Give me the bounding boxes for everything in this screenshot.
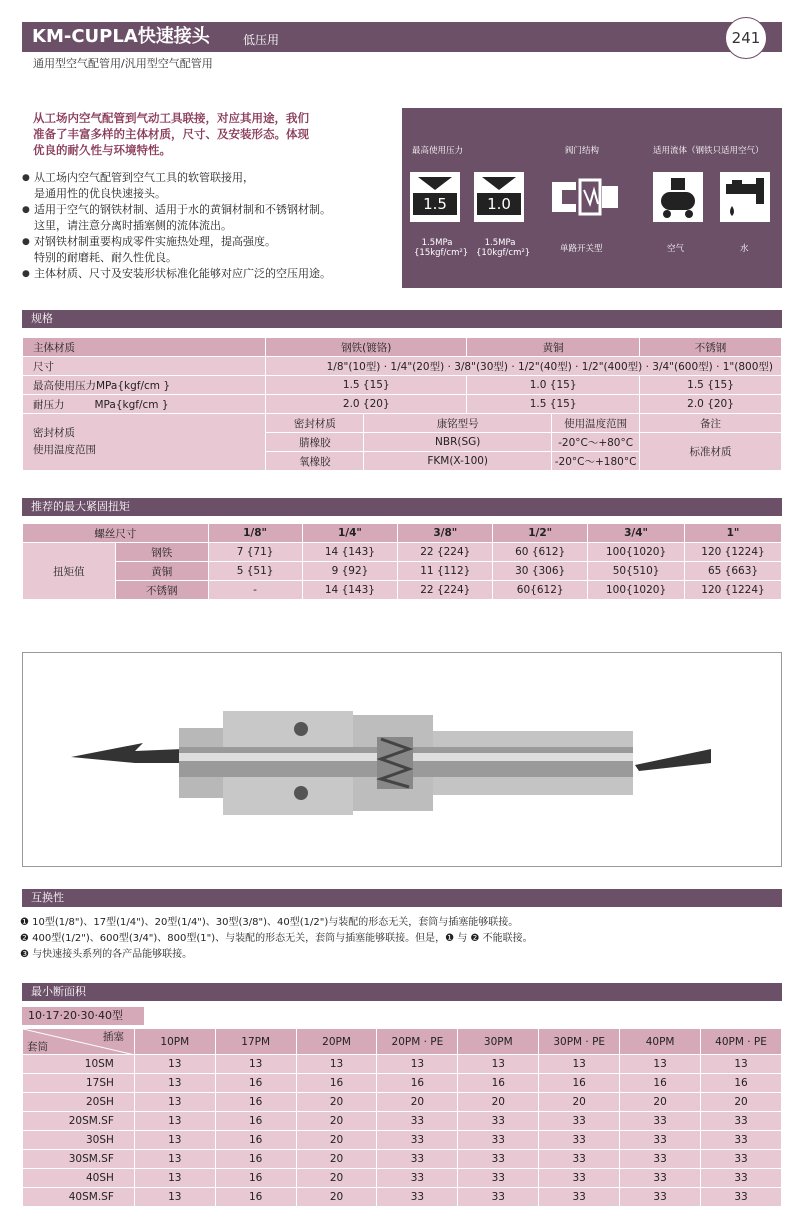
area-cell: 33 [458,1112,539,1131]
area-cell: 33 [458,1188,539,1207]
size-header: 1/2" [493,524,588,543]
column-header: 40PM · PE [701,1029,782,1055]
area-cell: 16 [377,1074,458,1093]
area-cell: 33 [377,1150,458,1169]
material-cell: 黄铜 [467,338,640,357]
corner-top: 插塞 [102,1031,124,1043]
area-cell: 20 [539,1093,620,1112]
note-line: ❷ 400型(1/2")、600型(3/4")、800型(1")、与装配的形态无关，套筒与插塞能够联接。但是，❶ 与 ❷ 不能联接。 [20,933,533,944]
row-label: 40SH [23,1169,135,1188]
torque-cell: 120 {1224} [685,581,782,600]
torque-cell: 5 {51} [208,562,302,581]
size-cell: 1/8"(10型) · 1/4"(20型) · 3/8"(30型) · 1/2"(40型) · 1/2"(400型) · 3/4"(600型) · 1"(800型) [266,357,782,376]
area-cell: 16 [215,1150,296,1169]
area-cell: 20 [296,1150,377,1169]
torque-section-bar [22,498,782,516]
row-label: 尺寸 [23,357,266,376]
bullet-item [22,202,382,234]
table-row [23,581,782,600]
page-subtitle: 低压用 [243,33,280,47]
gauge-caption [476,238,531,258]
spec-section-bar [22,310,782,328]
table-row [23,376,782,395]
series-tag: 10·17·20·30·40型 [22,1007,144,1025]
area-cell: 20 [296,1112,377,1131]
valve-caption: 单路开关型 [560,244,603,254]
value-cell: 1.0 {15} [467,376,640,395]
bullet-item [22,234,382,266]
material-label: 不锈钢 [115,581,208,600]
seal-cell: NBR(SG) [364,433,552,452]
row-label-line: 使用温度范围 [33,444,96,456]
intro-lead [33,110,363,158]
table-row [23,357,782,376]
area-cell: 33 [377,1131,458,1150]
size-header: 1/4" [302,524,398,543]
section-title: 最小断面积 [31,985,86,998]
area-cell: 20 [701,1093,782,1112]
value-cell: 2.0 {20} [640,395,782,414]
torque-cell: 14 {143} [302,581,398,600]
corner-cell [23,1029,135,1055]
seal-cell: FKM(X-100) [364,452,552,471]
intro-line: 准备了丰富多样的主体材质，尺寸、及安装形态。体现 [33,127,309,141]
area-cell: 13 [134,1188,215,1207]
bullet-line: ● 主体材质、尺寸及安装形状标准化能够对应广泛的空压用途。 [34,267,331,280]
feature-bullets [22,170,382,282]
table-row [23,1169,782,1188]
seal-header: 备注 [640,414,782,433]
page-number: 241 [725,17,767,59]
column-header: 30PM · PE [539,1029,620,1055]
area-cell: 13 [458,1055,539,1074]
area-cell: 16 [458,1074,539,1093]
torque-cell: 100{1020} [588,543,685,562]
gauge-value: 1.5 [413,193,457,215]
area-cell: 16 [215,1074,296,1093]
torque-cell: 65 {663} [685,562,782,581]
area-cell: 33 [458,1169,539,1188]
torque-cell: 60{612} [493,581,588,600]
torque-cell: 14 {143} [302,543,398,562]
torque-cell: 50{510} [588,562,685,581]
torque-cell: 60 {612} [493,543,588,562]
row-label-line: 密封材质 [33,427,75,439]
air-caption: 空气 [667,244,685,254]
size-header: 1/8" [208,524,302,543]
coupler-illustration [23,653,781,866]
value-cell: 1.5 {15} [266,376,467,395]
torque-cell: - [208,581,302,600]
area-cell: 16 [215,1169,296,1188]
area-cell: 20 [296,1131,377,1150]
column-header: 20PM [296,1029,377,1055]
table-row [23,562,782,581]
seal-cell: -20°C～+180°C [552,452,640,471]
material-cell: 钢铁(镀铬) [266,338,467,357]
section-title: 互换性 [31,891,64,904]
area-cell: 13 [134,1169,215,1188]
section-title: 规格 [31,312,53,325]
torque-cell: 100{1020} [588,581,685,600]
table-row [23,1074,782,1093]
section-title: 推荐的最大紧固扭矩 [31,500,130,513]
material-label: 钢铁 [115,543,208,562]
gauge-caption [414,238,469,258]
row-label [23,414,266,471]
area-cell: 13 [701,1055,782,1074]
pressure-gauge-icon [410,172,460,222]
area-cell: 20 [296,1188,377,1207]
column-header: 17PM [215,1029,296,1055]
area-cell: 33 [701,1169,782,1188]
area-cell: 13 [134,1150,215,1169]
torque-cell: 7 {71} [208,543,302,562]
column-header: 10PM [134,1029,215,1055]
bullet-line: ● 从工场内空气配管到空气工具的软管联接用， [34,171,254,184]
size-header: 3/4" [588,524,685,543]
bullet-line: ● 适用于空气的钢铁材制、适用于水的黄铜材制和不锈钢材制。 [34,203,331,216]
material-cell: 不锈钢 [640,338,782,357]
corner-bottom: 套筒 [27,1041,48,1053]
table-row [23,338,782,357]
area-cell: 16 [296,1074,377,1093]
size-header: 3/8" [398,524,493,543]
table-row [23,1093,782,1112]
area-cell: 20 [296,1093,377,1112]
table-row [23,1150,782,1169]
area-cell: 13 [296,1055,377,1074]
bullet-item [22,170,382,202]
area-cell: 13 [134,1093,215,1112]
area-cell: 13 [134,1074,215,1093]
area-cell: 33 [539,1112,620,1131]
fluid-label: 适用流体（钢铁只适用空气） [653,146,764,156]
area-cell: 20 [377,1093,458,1112]
group-label: 扭矩值 [23,543,116,600]
area-cell: 13 [539,1055,620,1074]
area-cell: 33 [701,1112,782,1131]
material-label: 黄铜 [115,562,208,581]
air-compressor-icon [653,172,703,222]
gauge-value: 1.0 [477,193,521,215]
area-cell: 16 [215,1112,296,1131]
page-title: KM-CUPLA快速接头 [32,26,210,47]
bullet-line: 特别的耐磨耗、耐久性优良。 [34,251,177,264]
bullet-line: ● 对钢铁材制重要构成零件实施热处理，提高强度。 [34,235,276,248]
table-row [23,1188,782,1207]
valve-icon [548,172,622,222]
torque-cell: 22 {224} [398,581,493,600]
area-cell: 13 [134,1112,215,1131]
table-row [23,1112,782,1131]
area-section-bar [22,983,782,1001]
seal-note: 标准材质 [640,433,782,471]
caption-line: {15kgf/cm²} [414,248,469,258]
row-label: 30SH [23,1131,135,1150]
bullet-line: 这里，请注意分离时插塞侧的流体流出。 [34,219,232,232]
area-cell: 13 [215,1055,296,1074]
area-cell: 16 [620,1074,701,1093]
seal-cell: 腈橡胶 [266,433,364,452]
water-tap-icon [720,172,770,222]
row-label: 最高使用压力MPa{kgf/cm } [23,376,266,395]
area-cell: 33 [539,1150,620,1169]
torque-cell: 22 {224} [398,543,493,562]
area-cell: 16 [701,1074,782,1093]
spec-table [22,337,782,471]
table-row [23,395,782,414]
interchange-notes [20,915,533,963]
area-cell: 20 [620,1093,701,1112]
pressure-gauge-icon [474,172,524,222]
table-row [23,1131,782,1150]
table-row [23,1029,782,1055]
area-cell: 33 [458,1131,539,1150]
area-cell: 33 [701,1188,782,1207]
area-cell: 33 [539,1131,620,1150]
table-row [23,1055,782,1074]
area-table [22,1028,782,1207]
note-line: ❶ 10型(1/8")、17型(1/4")、20型(1/4")、30型(3/8")、40型(1/2")与装配的形态无关，套筒与插塞能够联接。 [20,917,519,928]
valve-label: 阀门结构 [565,146,600,156]
row-label: 主体材质 [23,338,266,357]
torque-cell: 9 {92} [302,562,398,581]
thread-label: 螺丝尺寸 [23,524,209,543]
column-header: 40PM [620,1029,701,1055]
table-row [23,414,782,433]
area-cell: 33 [377,1169,458,1188]
area-cell: 33 [701,1131,782,1150]
row-label: 20SH [23,1093,135,1112]
area-cell: 20 [458,1093,539,1112]
area-cell: 20 [296,1169,377,1188]
torque-table [22,523,782,600]
row-label: 30SM.SF [23,1150,135,1169]
row-label: 40SM.SF [23,1188,135,1207]
seal-cell: -20°C～+80°C [552,433,640,452]
water-caption: 水 [740,244,749,254]
bullet-line: 是通用性的优良快速接头。 [34,187,166,200]
caption-line: 1.5MPa [421,238,453,248]
area-cell: 33 [377,1188,458,1207]
area-cell: 33 [620,1112,701,1131]
tagline: 通用型空气配管用/汎用型空气配管用 [33,57,213,70]
row-label: 20SM.SF [23,1112,135,1131]
area-cell: 33 [539,1188,620,1207]
row-label: 17SH [23,1074,135,1093]
area-cell: 33 [458,1150,539,1169]
intro-line: 优良的耐久性与环境特性。 [33,143,171,157]
interchange-section-bar [22,889,782,907]
row-label-unit: MPa{kgf/cm } [94,398,169,411]
area-cell: 33 [377,1112,458,1131]
area-cell: 33 [539,1169,620,1188]
size-header: 1" [685,524,782,543]
area-cell: 16 [215,1093,296,1112]
coupler-cross-section-figure [22,652,782,867]
area-cell: 16 [215,1131,296,1150]
area-cell: 33 [620,1131,701,1150]
intro-line: 从工场内空气配管到气动工具联接，对应其用途，我们 [33,111,309,125]
seal-header: 康铭型号 [364,414,552,433]
row-label: 10SM [23,1055,135,1074]
torque-cell: 120 {1224} [685,543,782,562]
area-cell: 16 [215,1188,296,1207]
pressure-label: 最高使用压力 [412,146,464,156]
seal-header: 密封材质 [266,414,364,433]
value-cell: 1.5 {15} [640,376,782,395]
note-line: ❸ 与快速接头系列的各产品能够联接。 [20,949,193,960]
row-label [23,395,266,414]
value-cell: 1.5 {15} [467,395,640,414]
area-cell: 13 [377,1055,458,1074]
area-cell: 13 [134,1131,215,1150]
table-row [23,543,782,562]
torque-cell: 30 {306} [493,562,588,581]
area-cell: 33 [620,1169,701,1188]
caption-line: {10kgf/cm²} [476,248,531,258]
column-header: 20PM · PE [377,1029,458,1055]
area-cell: 16 [539,1074,620,1093]
column-header: 30PM [458,1029,539,1055]
value-cell: 2.0 {20} [266,395,467,414]
area-cell: 13 [134,1055,215,1074]
bullet-item [22,266,382,282]
area-cell: 33 [701,1150,782,1169]
seal-header: 使用温度范围 [552,414,640,433]
torque-cell: 11 {112} [398,562,493,581]
area-cell: 33 [620,1188,701,1207]
area-cell: 13 [620,1055,701,1074]
row-label-text: 耐压力 [33,398,65,411]
table-row [23,524,782,543]
seal-cell: 氧橡胶 [266,452,364,471]
caption-line: 1.5MPa [484,238,516,248]
area-table-body [23,1055,782,1207]
feature-panel [402,108,782,288]
area-cell: 33 [620,1150,701,1169]
